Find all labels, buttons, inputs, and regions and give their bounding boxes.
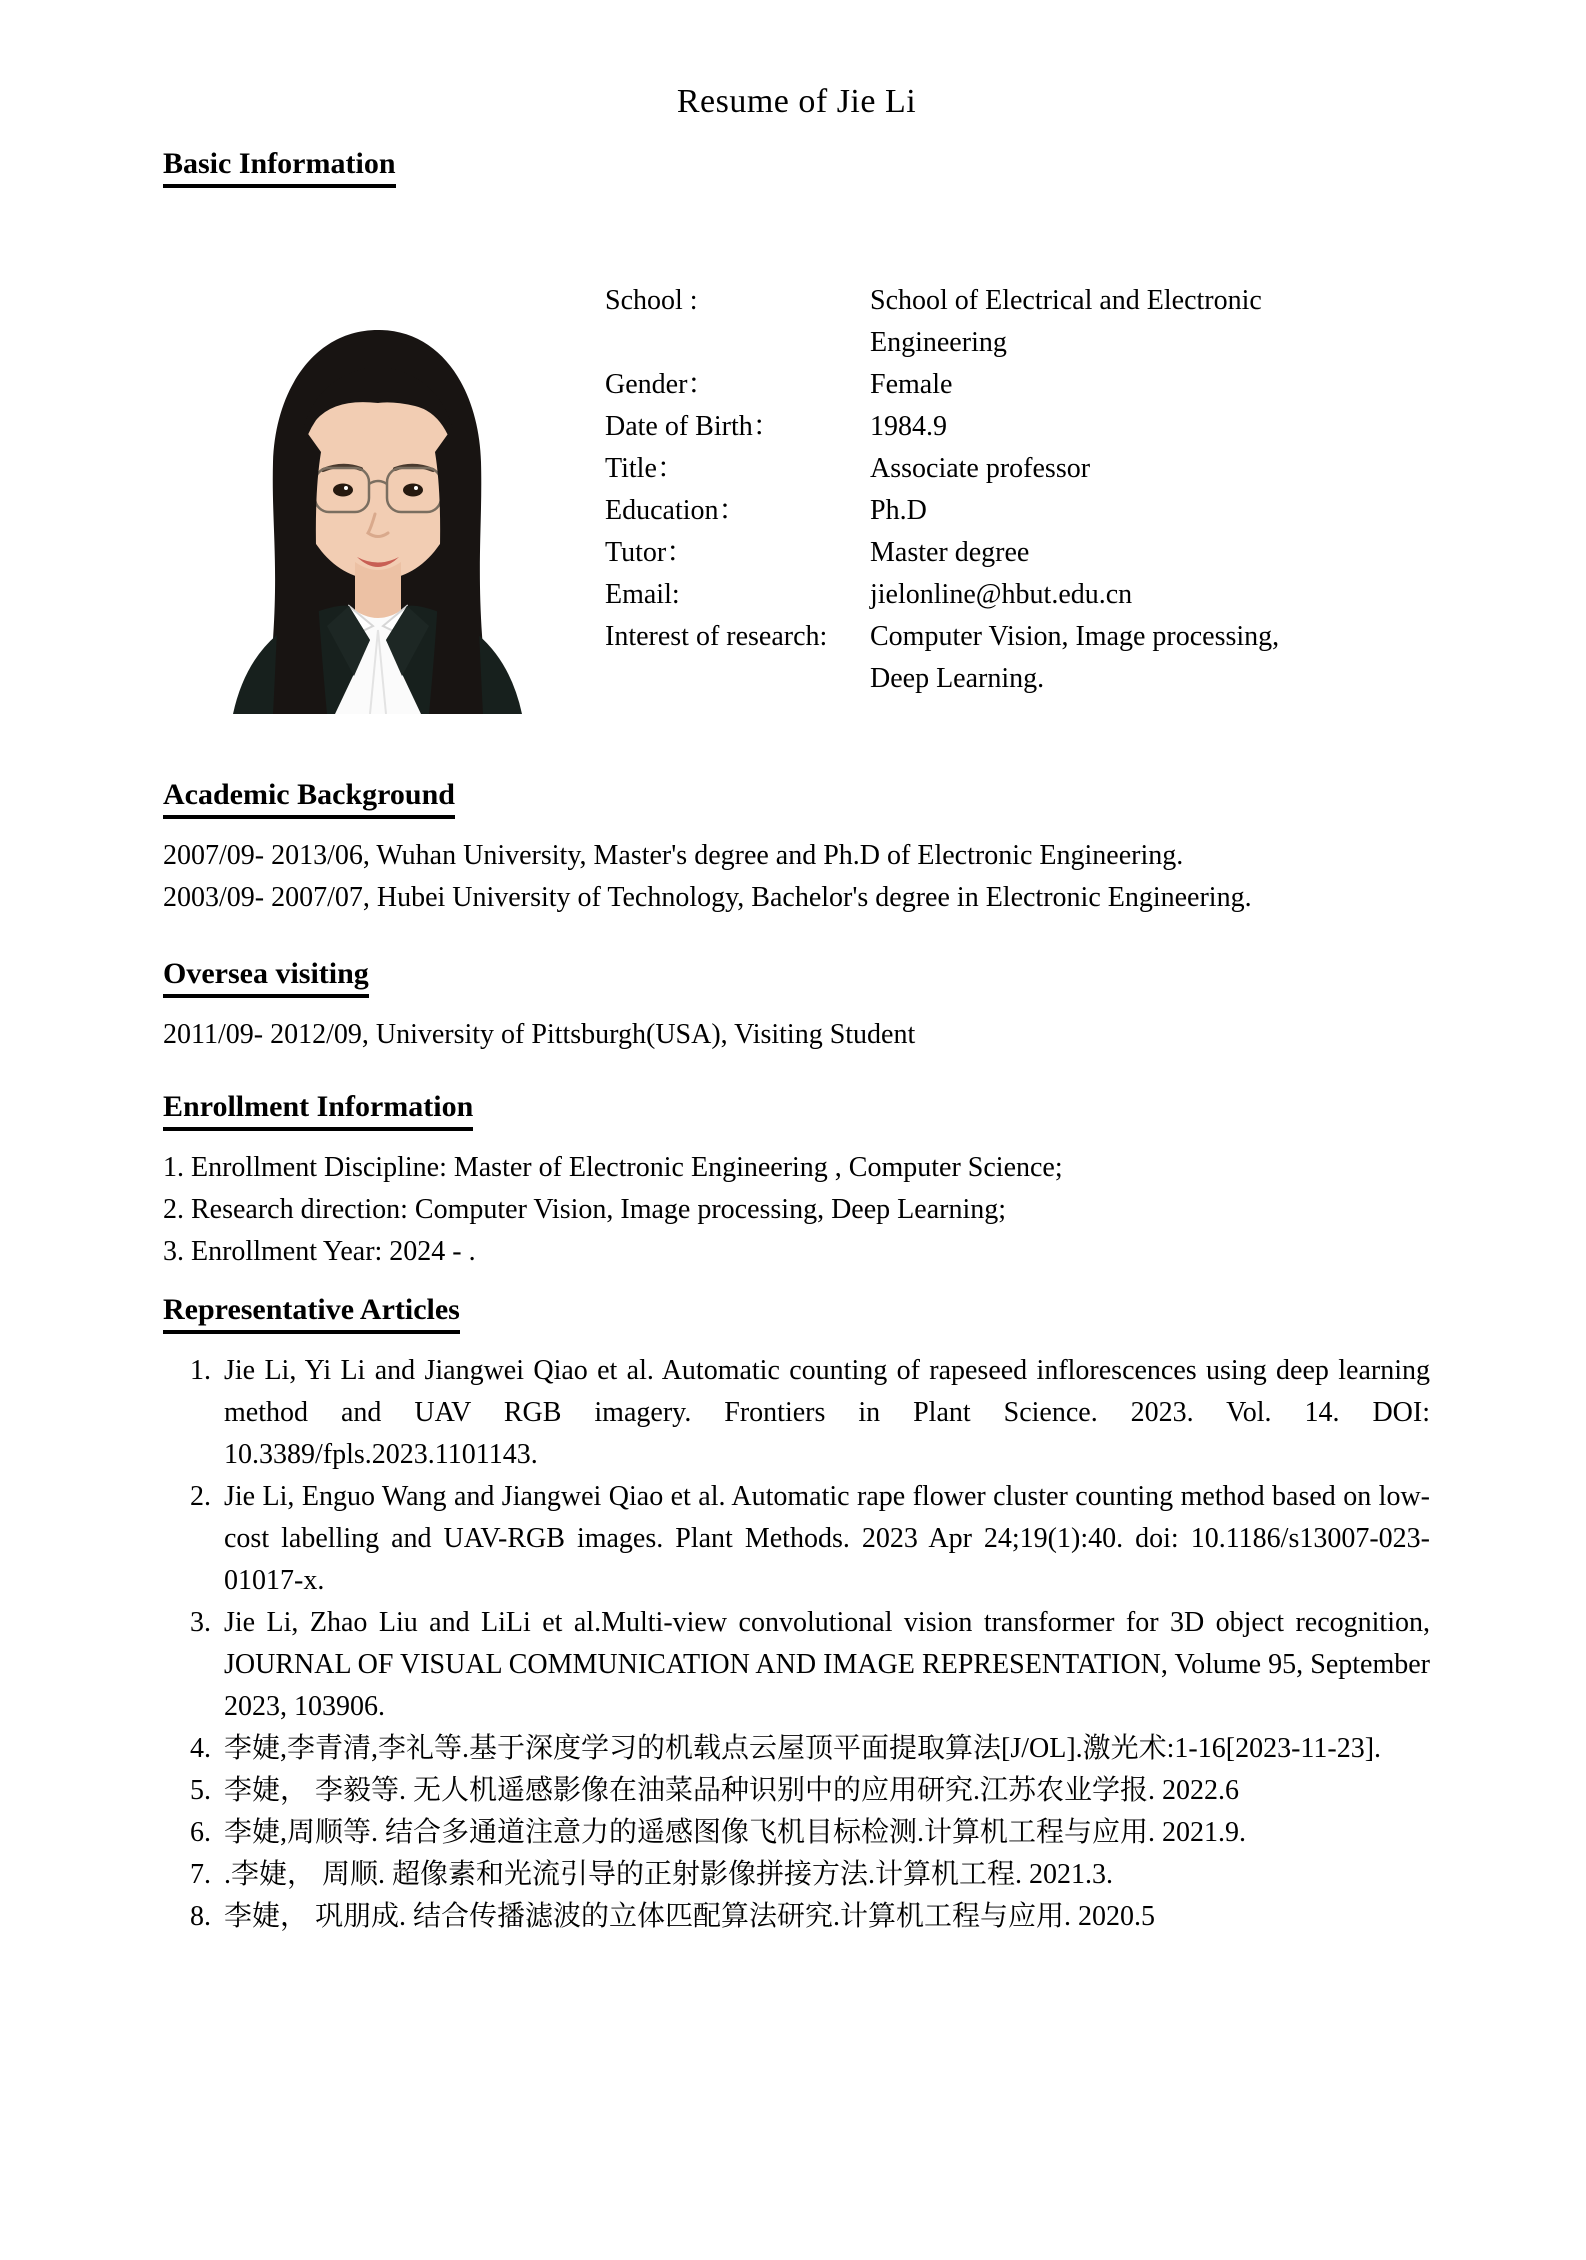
field-value: Ph.D — [870, 495, 927, 526]
article-item: 1. Jie Li, Yi Li and Jiangwei Qiao et al. Automatic counting of rapeseed inflorescences using deep learning method and UAV RGB imagery. Frontiers in Plant Science. 2023. Vol. 14. DOI: 10.3389/fpls.2023.1101143. — [218, 1350, 1430, 1476]
enrollment-item: 1. Enrollment Discipline: Master of Electronic Engineering , Computer Science; — [163, 1152, 1063, 1183]
field-value: Computer Vision, Image processing, Deep Learning. — [870, 621, 1280, 694]
portrait-photo — [215, 274, 540, 714]
field-row-tutor — [605, 532, 1430, 574]
section-oversea-visiting — [163, 957, 1430, 1056]
section-enrollment-information — [163, 1090, 1430, 1273]
field-row-title — [605, 448, 1430, 490]
articles-list — [163, 1350, 1430, 1938]
field-value: Master degree — [870, 537, 1030, 568]
basic-info-fields — [605, 274, 1430, 700]
article-item: 6. 李婕,周顺等. 结合多通道注意力的遥感图像飞机目标检测.计算机工程与应用. 2021.9. — [218, 1812, 1430, 1854]
academic-paragraph: 2003/09- 2007/07, Hubei University of Technology, Bachelor's degree in Electronic Engineering. — [163, 882, 1252, 913]
section-heading-oversea-visiting: Oversea visiting — [163, 957, 1430, 998]
field-row-interest-of-research — [605, 616, 1430, 700]
section-heading-basic-information: Basic Information — [163, 147, 1430, 188]
field-value: School of Electrical and Electronic Engineering — [870, 285, 1262, 358]
field-label: Gender： — [605, 369, 716, 400]
field-label: Interest of research: — [605, 621, 828, 652]
field-label: Email: — [605, 579, 680, 610]
field-label: Date of Birth： — [605, 411, 781, 442]
article-item: 8. 李婕， 巩朋成. 结合传播滤波的立体匹配算法研究.计算机工程与应用. 2020.5 — [218, 1896, 1430, 1938]
field-row-date-of-birth — [605, 406, 1430, 448]
field-value: Associate professor — [870, 453, 1091, 484]
field-row-school — [605, 280, 1430, 364]
article-item: 3. Jie Li, Zhao Liu and LiLi et al.Multi-view convolutional vision transformer for 3D object recognition, JOURNAL OF VISUAL COMMUNICATION AND IMAGE REPRESENTATION, Volume 95, September 2023, 103906. — [218, 1602, 1430, 1728]
section-heading-representative-articles: Representative Articles — [163, 1293, 1430, 1334]
field-label: Tutor： — [605, 537, 695, 568]
enrollment-item: 2. Research direction: Computer Vision, Image processing, Deep Learning; — [163, 1194, 1007, 1225]
section-heading-academic-background: Academic Background — [163, 778, 1430, 819]
field-row-gender — [605, 364, 1430, 406]
field-value: jielonline@hbut.edu.cn — [870, 579, 1133, 610]
basic-info-block — [215, 274, 1430, 714]
article-item: 4. 李婕,李青清,李礼等.基于深度学习的机载点云屋顶平面提取算法[J/OL].激光术:1-16[2023-11-23]. — [218, 1728, 1430, 1770]
field-label: Education： — [605, 495, 747, 526]
field-value: 1984.9 — [870, 411, 947, 442]
enrollment-item: 3. Enrollment Year: 2024 - . — [163, 1236, 476, 1267]
field-row-email — [605, 574, 1430, 616]
article-item: 2. Jie Li, Enguo Wang and Jiangwei Qiao et al. Automatic rape flower cluster counting method based on low-cost labelling and UAV-RGB images. Plant Methods. 2023 Apr 24;19(1):40. doi: 10.1186/s13007-023-01017-x. — [218, 1476, 1430, 1602]
oversea-paragraph: 2011/09- 2012/09, University of Pittsburgh(USA), Visiting Student — [163, 1019, 916, 1050]
field-label: Title： — [605, 453, 685, 484]
field-label: School : — [605, 285, 698, 316]
page-title: Resume of Jie Li — [676, 83, 917, 120]
section-representative-articles — [163, 1293, 1430, 1938]
section-heading-enrollment-information: Enrollment Information — [163, 1090, 1430, 1131]
article-item: 5. 李婕， 李毅等. 无人机遥感影像在油菜品种识别中的应用研究.江苏农业学报. 2022.6 — [218, 1770, 1430, 1812]
field-value: Female — [870, 369, 953, 400]
article-item: 7. .李婕， 周顺. 超像素和光流引导的正射影像拼接方法.计算机工程. 2021.3. — [218, 1854, 1430, 1896]
academic-paragraph: 2007/09- 2013/06, Wuhan University, Master's degree and Ph.D of Electronic Engineering. — [163, 840, 1184, 871]
enrollment-list — [163, 1147, 1430, 1273]
section-academic-background — [163, 778, 1430, 919]
field-row-education — [605, 490, 1430, 532]
